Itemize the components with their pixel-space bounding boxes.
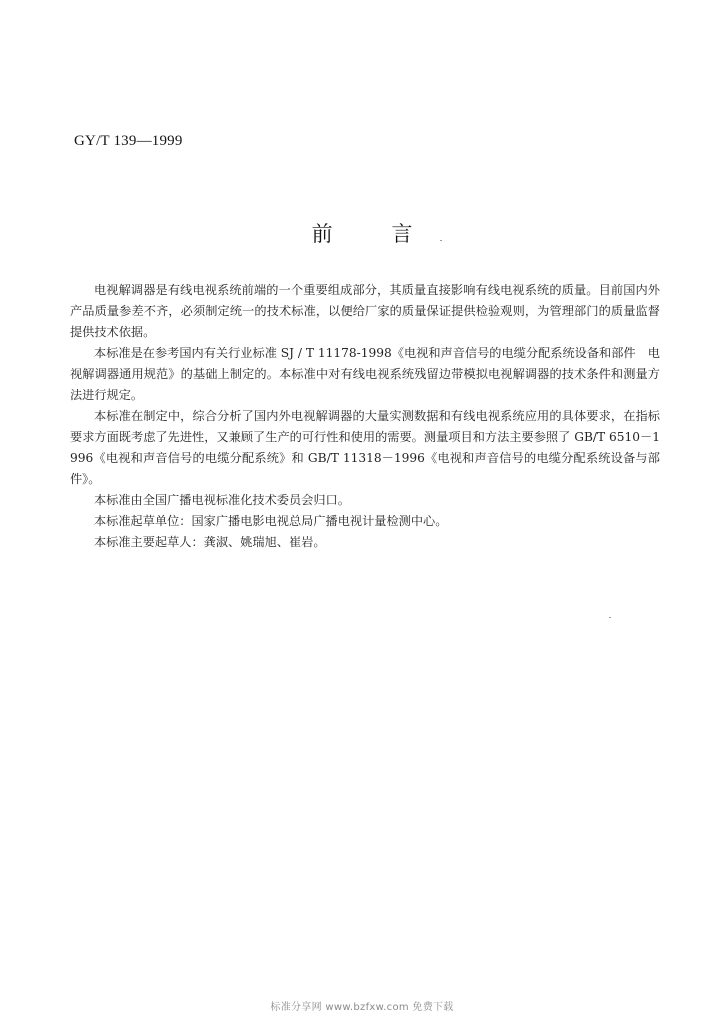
scan-speck — [609, 617, 611, 618]
paragraph-drafters: 本标准主要起草人：龚淑、姚瑞旭、崔岩。 — [94, 535, 326, 549]
paragraph-drafting-unit: 本标准起草单位：国家广播电影电视总局广播电视计量检测中心。 — [94, 514, 448, 528]
paragraph-drafting: 本标准在制定中，综合分析了国内外电视解调器的大量实测数据和有线电视系统应用的具体要求，在指标要求方面既考虑了先进性，又兼顾了生产的可行性和使用的需要。测量项目和方法主要参照了 GB/T 6510－1996《电视和声音信号的电缆分配系统》和 GB/T 11318－1996《电视和声音信号的电缆分配系统设备与部件》。 — [70, 409, 660, 486]
footer-watermark: 标准分享网 www.bzfxw.com 免费下载 — [270, 1002, 454, 1013]
scan-speck — [440, 240, 442, 241]
foreword-body — [70, 280, 660, 553]
standard-code: GY/T 139—1999 — [74, 133, 183, 149]
section-title-foreword: 前 言 — [311, 222, 439, 246]
paragraph-basis: 本标准是在参考国内有关行业标准 SJ / T 11178-1998《电视和声音信号的电缆分配系统设备和部件 电视解调器通用规范》的基础上制定的。本标准中对有线电视系统残留边带模拟电视解调器的技术条件和测量方法进行规定。 — [70, 346, 660, 402]
paragraph-responsible-committee: 本标准由全国广播电视标准化技术委员会归口。 — [94, 493, 350, 507]
paragraph-purpose: 电视解调器是有线电视系统前端的一个重要组成部分，其质量直接影响有线电视系统的质量。目前国内外产品质量参差不齐，必须制定统一的技术标准，以便给厂家的质量保证提供检验观则，为管理部门的质量监督提供技术依据。 — [70, 283, 660, 339]
